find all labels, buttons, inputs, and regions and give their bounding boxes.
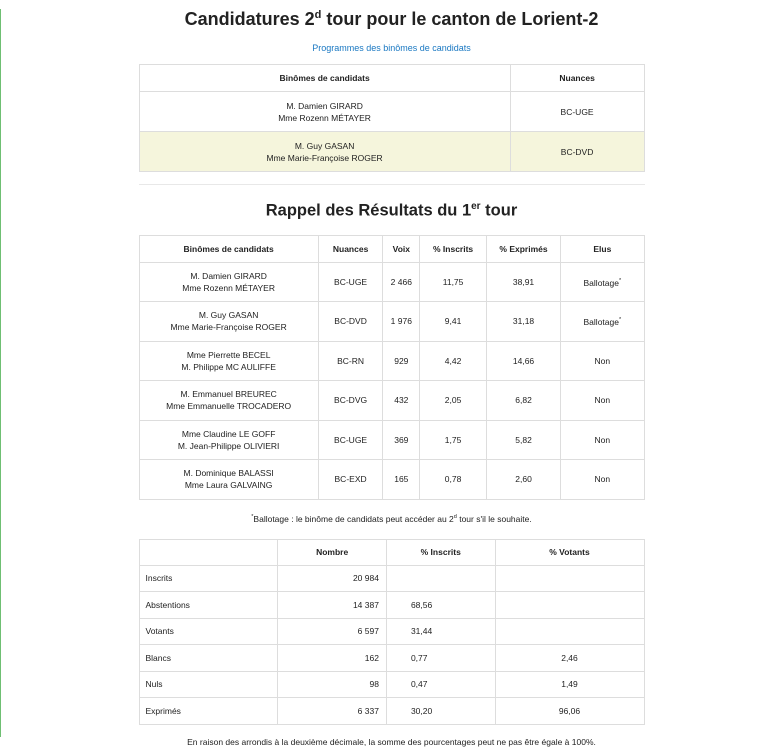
nuance-cell: BC-EXD bbox=[318, 460, 383, 500]
inscrits-cell: 11,75 bbox=[420, 262, 487, 302]
table-row bbox=[139, 618, 644, 645]
votants-cell: 96,06 bbox=[495, 698, 644, 725]
stat-label: Nuls bbox=[139, 671, 278, 698]
programmes-link[interactable]: Programmes des binômes de candidats bbox=[312, 43, 471, 53]
exprimes-cell: 2,60 bbox=[486, 460, 560, 500]
elus-cell: Ballotage* bbox=[561, 262, 644, 302]
candidates-cell: M. Emmanuel BREUREC Mme Emmanuelle TROCADERO bbox=[139, 381, 318, 421]
elus-cell: Non bbox=[561, 460, 644, 500]
section-divider bbox=[139, 184, 645, 185]
table-row bbox=[139, 420, 644, 460]
table-row bbox=[139, 460, 644, 500]
inscrits-cell: 31,44 bbox=[386, 618, 495, 645]
stats-table bbox=[139, 539, 645, 725]
inscrits-cell bbox=[386, 565, 495, 592]
page-content bbox=[139, 9, 645, 747]
footer-note: En raison des arrondis à la deuxième décimale, la somme des pourcentages peut ne pas être égale à 100%. bbox=[187, 736, 596, 747]
page-title: Candidatures 2$^d$ tour pour le canton de Lorient-2 bbox=[184, 9, 599, 29]
candidates-cell: M. Dominique BALASSI Mme Laura GALVAING bbox=[139, 460, 318, 500]
nombre-cell: 6 597 bbox=[278, 618, 387, 645]
inscrits-cell: 4,42 bbox=[420, 341, 487, 381]
candidates-cell: M. Damien GIRARD Mme Rozenn MÉTAYER bbox=[139, 262, 318, 302]
col-header-empty bbox=[139, 539, 278, 565]
inscrits-cell: 0,47 bbox=[386, 671, 495, 698]
voix-cell: 165 bbox=[383, 460, 420, 500]
col-header-nuances: Nuances bbox=[318, 235, 383, 262]
inscrits-cell: 1,75 bbox=[420, 420, 487, 460]
inscrits-cell: 2,05 bbox=[420, 381, 487, 421]
col-header-binomes: Binômes de candidats bbox=[139, 235, 318, 262]
col-header-inscrits: % Inscrits bbox=[420, 235, 487, 262]
table-row bbox=[139, 592, 644, 619]
voix-cell: 2 466 bbox=[383, 262, 420, 302]
voix-cell: 929 bbox=[383, 341, 420, 381]
col-header-votants: % Votants bbox=[495, 539, 644, 565]
inscrits-cell: 9,41 bbox=[420, 302, 487, 342]
nuance-cell: BC-DVD bbox=[510, 132, 644, 172]
exprimes-cell: 38,91 bbox=[486, 262, 560, 302]
stat-label: Inscrits bbox=[139, 565, 278, 592]
nuance-cell: BC-DVG bbox=[318, 381, 383, 421]
table-row bbox=[139, 262, 644, 302]
voix-cell: 1 976 bbox=[383, 302, 420, 342]
col-header-voix: Voix bbox=[383, 235, 420, 262]
exprimes-cell: 31,18 bbox=[486, 302, 560, 342]
table-row bbox=[139, 671, 644, 698]
exprimes-cell: 6,82 bbox=[486, 381, 560, 421]
voix-cell: 432 bbox=[383, 381, 420, 421]
nuance-cell: BC-UGE bbox=[318, 262, 383, 302]
nombre-cell: 162 bbox=[278, 645, 387, 672]
stat-label: Blancs bbox=[139, 645, 278, 672]
inscrits-cell: 0,77 bbox=[386, 645, 495, 672]
nuance-cell: BC-UGE bbox=[318, 420, 383, 460]
col-header-elus: Elus bbox=[561, 235, 644, 262]
elus-cell: Ballotage* bbox=[561, 302, 644, 342]
results-table bbox=[139, 235, 645, 500]
votants-cell bbox=[495, 592, 644, 619]
inscrits-cell: 0,78 bbox=[420, 460, 487, 500]
stat-label: Exprimés bbox=[139, 698, 278, 725]
table-row bbox=[139, 92, 644, 132]
votants-cell bbox=[495, 618, 644, 645]
table-row bbox=[139, 341, 644, 381]
candidates-cell: M. Guy GASAN Mme Marie-Françoise ROGER bbox=[139, 302, 318, 342]
inscrits-cell: 68,56 bbox=[386, 592, 495, 619]
nuance-cell: BC-UGE bbox=[510, 92, 644, 132]
candidates-cell: M. Damien GIRARD Mme Rozenn MÉTAYER bbox=[139, 92, 510, 132]
elus-cell: Non bbox=[561, 381, 644, 421]
candidates-cell: M. Guy GASAN Mme Marie-Françoise ROGER bbox=[139, 132, 510, 172]
inscrits-cell: 30,20 bbox=[386, 698, 495, 725]
table-row bbox=[139, 302, 644, 342]
col-header-binomes: Binômes de candidats bbox=[139, 65, 510, 92]
table-row bbox=[139, 565, 644, 592]
candidates-table bbox=[139, 64, 645, 172]
candidates-cell: Mme Pierrette BECEL M. Philippe MC AULIFFE bbox=[139, 341, 318, 381]
table-row bbox=[139, 645, 644, 672]
votants-cell: 1,49 bbox=[495, 671, 644, 698]
candidates-cell: Mme Claudine LE GOFF M. Jean-Philippe OLIVIERI bbox=[139, 420, 318, 460]
votants-cell: 2,46 bbox=[495, 645, 644, 672]
col-header-nombre: Nombre bbox=[278, 539, 387, 565]
col-header-inscrits: % Inscrits bbox=[386, 539, 495, 565]
nombre-cell: 20 984 bbox=[278, 565, 387, 592]
table-row bbox=[139, 698, 644, 725]
voix-cell: 369 bbox=[383, 420, 420, 460]
nombre-cell: 6 337 bbox=[278, 698, 387, 725]
votants-cell bbox=[495, 565, 644, 592]
nombre-cell: 98 bbox=[278, 671, 387, 698]
col-header-nuances: Nuances bbox=[510, 65, 644, 92]
table-row bbox=[139, 381, 644, 421]
elus-cell: Non bbox=[561, 341, 644, 381]
exprimes-cell: 5,82 bbox=[486, 420, 560, 460]
stat-label: Abstentions bbox=[139, 592, 278, 619]
nuance-cell: BC-DVD bbox=[318, 302, 383, 342]
elus-cell: Non bbox=[561, 420, 644, 460]
nombre-cell: 14 387 bbox=[278, 592, 387, 619]
table-row bbox=[139, 132, 644, 172]
stat-label: Votants bbox=[139, 618, 278, 645]
nuance-cell: BC-RN bbox=[318, 341, 383, 381]
exprimes-cell: 14,66 bbox=[486, 341, 560, 381]
col-header-exprimes: % Exprimés bbox=[486, 235, 560, 262]
results-title: Rappel des Résultats du 1er tour bbox=[265, 201, 518, 220]
ballotage-note: *Ballotage : le binôme de candidats peut accéder au 2$^d$ tour s'il le souhaite. bbox=[251, 513, 532, 524]
